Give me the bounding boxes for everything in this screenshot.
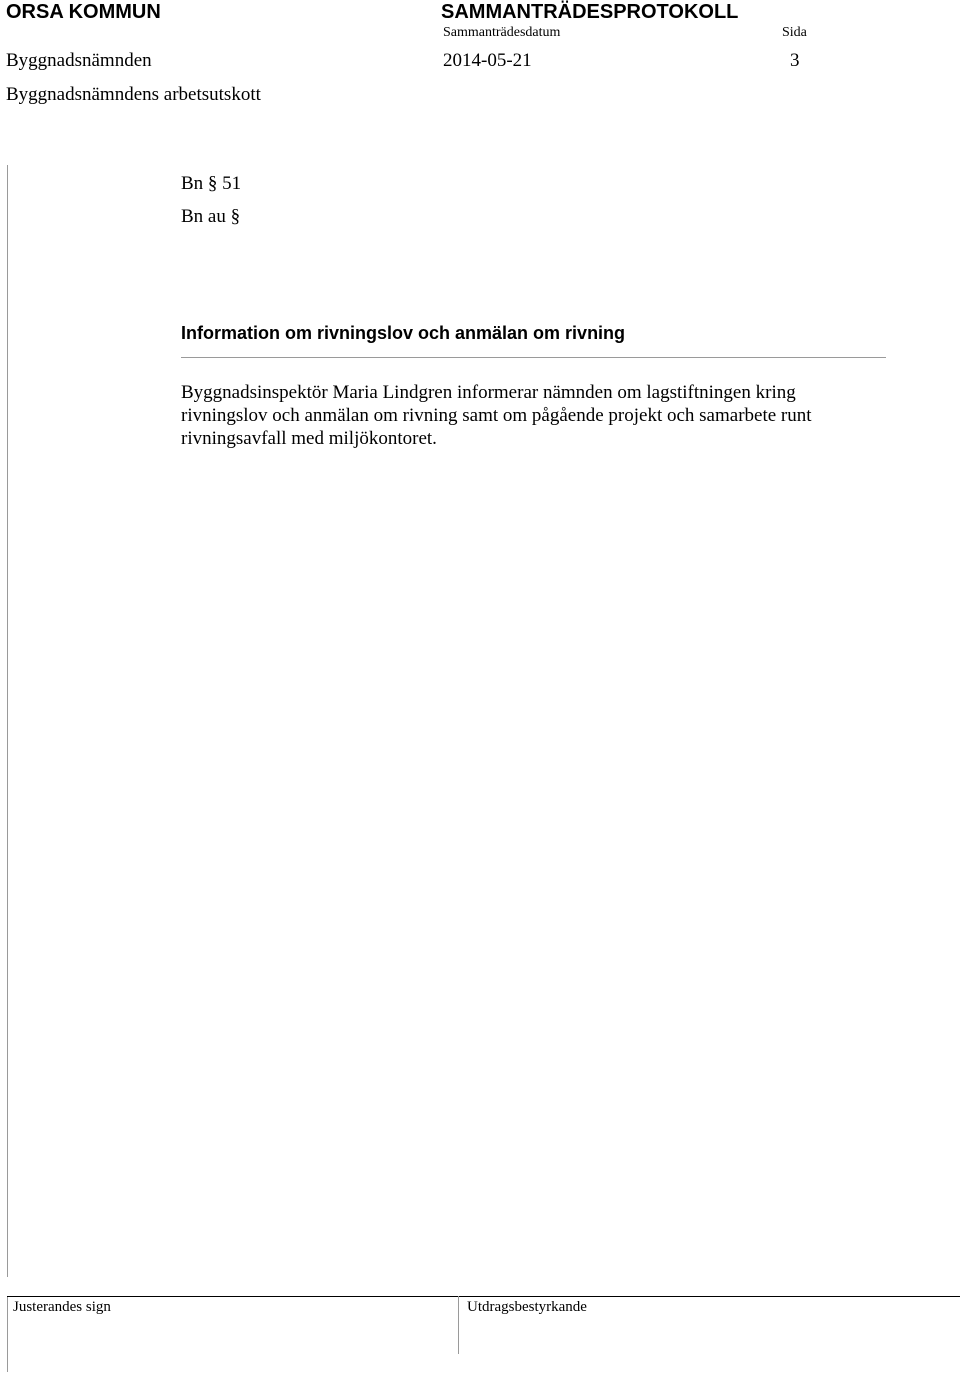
signature-label: Justerandes sign	[13, 1299, 111, 1315]
item-title: Information om rivningslov och anmälan om rivning	[181, 323, 626, 343]
margin-line	[7, 165, 8, 1277]
body-line: rivningslov och anmälan om rivning samt om pågående projekt och samarbete runt	[181, 405, 812, 426]
meeting-date-label: Sammanträdesdatum	[443, 25, 561, 40]
document-type: SAMMANTRÄDESPROTOKOLL	[441, 1, 739, 23]
body-line: Byggnadsinspektör Maria Lindgren informerar nämnden om lagstiftningen kring	[181, 382, 796, 403]
title-divider	[181, 357, 886, 358]
item-body	[181, 381, 861, 450]
meeting-date: 2014-05-21	[443, 50, 532, 71]
footer-margin-line	[7, 1296, 8, 1372]
page-label: Sida	[782, 25, 807, 40]
footer-divider	[7, 1296, 960, 1297]
certification-label: Utdragsbestyrkande	[467, 1299, 587, 1315]
committee-name: Byggnadsnämndens arbetsutskott	[6, 84, 261, 105]
committee-paragraph-number: Bn au §	[181, 206, 241, 227]
footer-column-divider	[458, 1296, 459, 1354]
body-line: rivningsavfall med miljökontoret.	[181, 428, 437, 449]
board-name: Byggnadsnämnden	[6, 50, 152, 71]
organization-name: ORSA KOMMUN	[6, 1, 161, 23]
page-number: 3	[790, 50, 800, 71]
paragraph-number: Bn § 51	[181, 173, 242, 194]
